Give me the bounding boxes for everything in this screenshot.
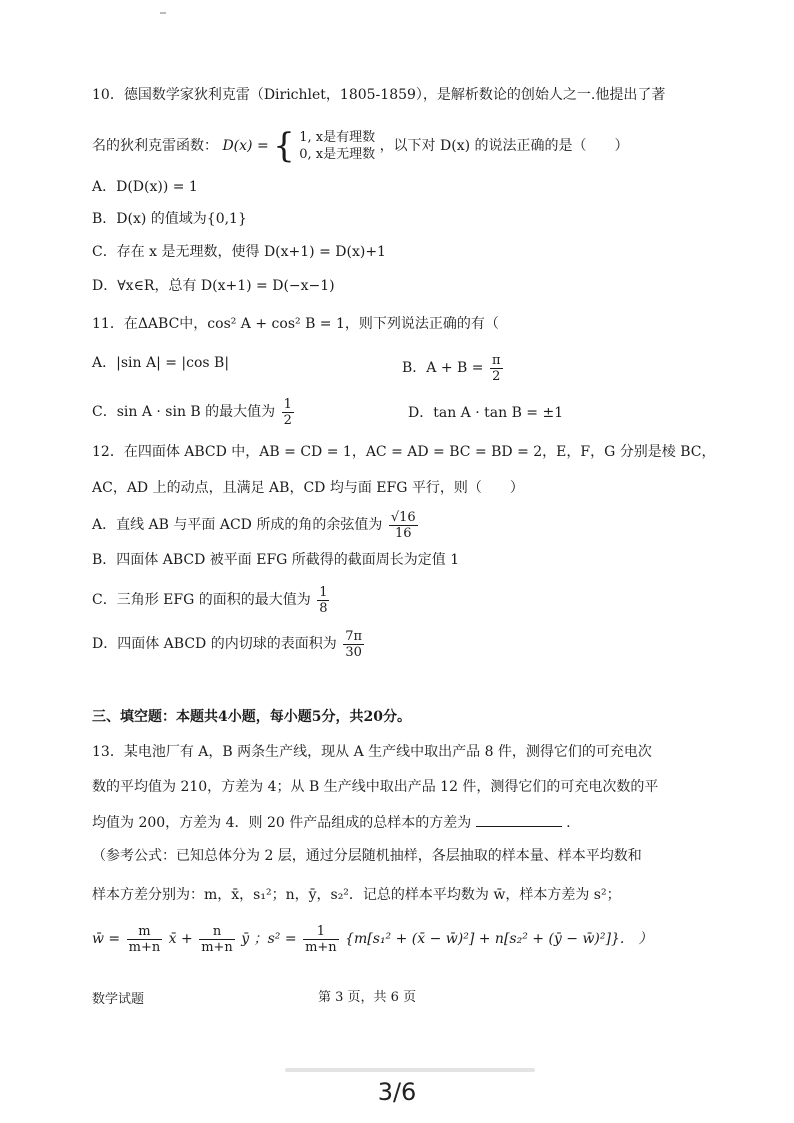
q13-line1: 13．某电池厂有 A，B 两条生产线，现从 A 生产线中取出产品 8 件，测得它们的可充电次 — [92, 744, 652, 760]
q12-option-c — [92, 580, 722, 620]
q13-line2: 数的平均值为 210，方差为 4；从 B 生产线中取出产品 12 件，测得它们的可充电次数的平 — [92, 779, 659, 795]
q12-option-c-den: 8 — [319, 600, 328, 616]
q13-formula-frac-m — [127, 924, 163, 955]
q12-option-d — [92, 624, 722, 664]
q13-formula-xbar: x̄ + — [168, 931, 193, 947]
q12-stem-line2: AC，AD 上的动点，且满足 AB，CD 均与面 EFG 平行，则（ ） — [92, 480, 524, 496]
q12-option-d-den: 30 — [345, 644, 362, 660]
q12-option-b: B．四面体 ABCD 被平面 EFG 所截得的截面周长为定值 1 — [92, 552, 460, 568]
scan-artifact-strip — [285, 1068, 535, 1072]
q13-ref-line2: 样本方差分别为：m，x̄，s₁²；n，ȳ，s₂²．记总的样本平均数为 w̄，样本方差为 s²； — [92, 887, 621, 903]
q13-formula-mn3: m+n — [305, 939, 337, 955]
q11-option-c-num: 1 — [283, 396, 292, 412]
q12-option-d-fraction — [343, 629, 364, 660]
q11-option-c-fraction — [282, 397, 294, 428]
q12-option-a-prefix: A．直线 AB 与平面 ACD 所成的角的余弦值为 — [92, 517, 383, 533]
scan-speck — [160, 12, 166, 14]
q12-option-d-num: 7π — [345, 628, 363, 644]
q13-formula-line — [92, 918, 722, 960]
q13-line3 — [92, 812, 722, 833]
q12-option-c-num: 1 — [319, 584, 328, 600]
q11-option-b-prefix: B．A + B = — [402, 360, 484, 376]
page-counter: 3/6 — [377, 1078, 417, 1106]
q12-option-c-fraction — [317, 585, 329, 616]
q11-option-b-fraction — [490, 353, 503, 384]
q12-option-d-prefix: D．四面体 ABCD 的内切球的表面积为 — [92, 636, 337, 652]
q11-option-a: A．|sin A| = |cos B| — [92, 355, 230, 371]
q12-option-a-den: 16 — [394, 525, 412, 541]
q13-formula-sep: ；s² = — [253, 931, 297, 947]
q11-option-c-den: 2 — [283, 412, 292, 428]
q13-formula-tail: {m[s₁² + (x̄ − w̄)²] + n[s₂² + (ȳ − w̄)²]}. ） — [345, 931, 653, 947]
q10-option-b: B．D(x) 的值域为{0,1} — [92, 211, 247, 227]
q10-brace: { — [273, 126, 295, 166]
q10-option-a: A．D(D(x)) = 1 — [92, 179, 198, 195]
footer-page-info: 第 3 页，共 6 页 — [318, 990, 417, 1005]
q11-option-b-num: π — [491, 352, 501, 368]
q10-stem-line1: 10．德国数学家狄利克雷（Dirichlet，1805-1859），是解析数论的创始人之一.他提出了著 — [92, 87, 666, 103]
footer-subject: 数学试题 — [92, 992, 145, 1007]
q10-option-c: C．存在 x 是无理数，使得 D(x+1) = D(x)+1 — [92, 244, 386, 260]
q11-stem: 11．在ΔABC中，cos² A + cos² B = 1，则下列说法正确的有（ — [92, 316, 499, 332]
q10-option-d: D．∀x∈R，总有 D(x+1) = D(−x−1) — [92, 278, 335, 294]
q10-stem-suffix: ，以下对 D(x) 的说法正确的是（ ） — [379, 138, 629, 154]
q10-case1: 1, x是有理数 — [299, 130, 376, 145]
q13-formula-mn1: m+n — [128, 939, 161, 955]
q13-answer-blank[interactable] — [476, 812, 562, 827]
q10-case2: 0, x是无理数 — [299, 147, 376, 162]
q11-option-d: D．tan A · tan B = ±1 — [408, 405, 564, 421]
q13-formula-frac-one — [303, 924, 339, 955]
q13-formula-n: n — [199, 924, 235, 940]
q13-formula-lhs: w̄ = — [92, 931, 121, 947]
q13-ref-line1: （参考公式：已知总体分为 2 层，通过分层随机抽样，各层抽取的样本量、样本平均数和 — [92, 848, 642, 864]
q13-formula-mn2: m+n — [201, 939, 233, 955]
q13-formula-m: m — [127, 924, 163, 940]
q11-option-b — [402, 350, 652, 386]
q12-option-a-num: √16 — [390, 509, 416, 525]
q10-stem-prefix: 名的狄利克雷函数： — [92, 138, 218, 154]
q13-formula-ybar: ȳ — [241, 931, 250, 947]
section3-heading: 三、填空题：本题共4小题，每小题5分，共20分。 — [92, 709, 411, 725]
q10-cases — [299, 129, 375, 163]
q12-option-a-fraction — [389, 510, 418, 541]
q13-formula-frac-n — [199, 924, 235, 955]
q12-stem-line1: 12．在四面体 ABCD 中，AB = CD = 1，AC = AD = BC = BD = 2，E，F，G 分别是棱 BC， — [92, 444, 716, 460]
q13-formula-one: 1 — [303, 924, 339, 940]
q13-line3-end: . — [566, 815, 571, 831]
q11-option-c-prefix: C．sin A · sin B 的最大值为 — [92, 404, 276, 420]
q10-stem-line2 — [92, 128, 722, 164]
q12-option-c-prefix: C．三角形 EFG 的面积的最大值为 — [92, 592, 311, 608]
q11-option-b-den: 2 — [492, 368, 501, 384]
q12-option-a — [92, 505, 722, 545]
q13-line3-text: 均值为 200，方差为 4．则 20 件产品组成的总样本的方差为 — [92, 815, 472, 831]
q10-func-lhs: D(x) = — [222, 138, 269, 154]
